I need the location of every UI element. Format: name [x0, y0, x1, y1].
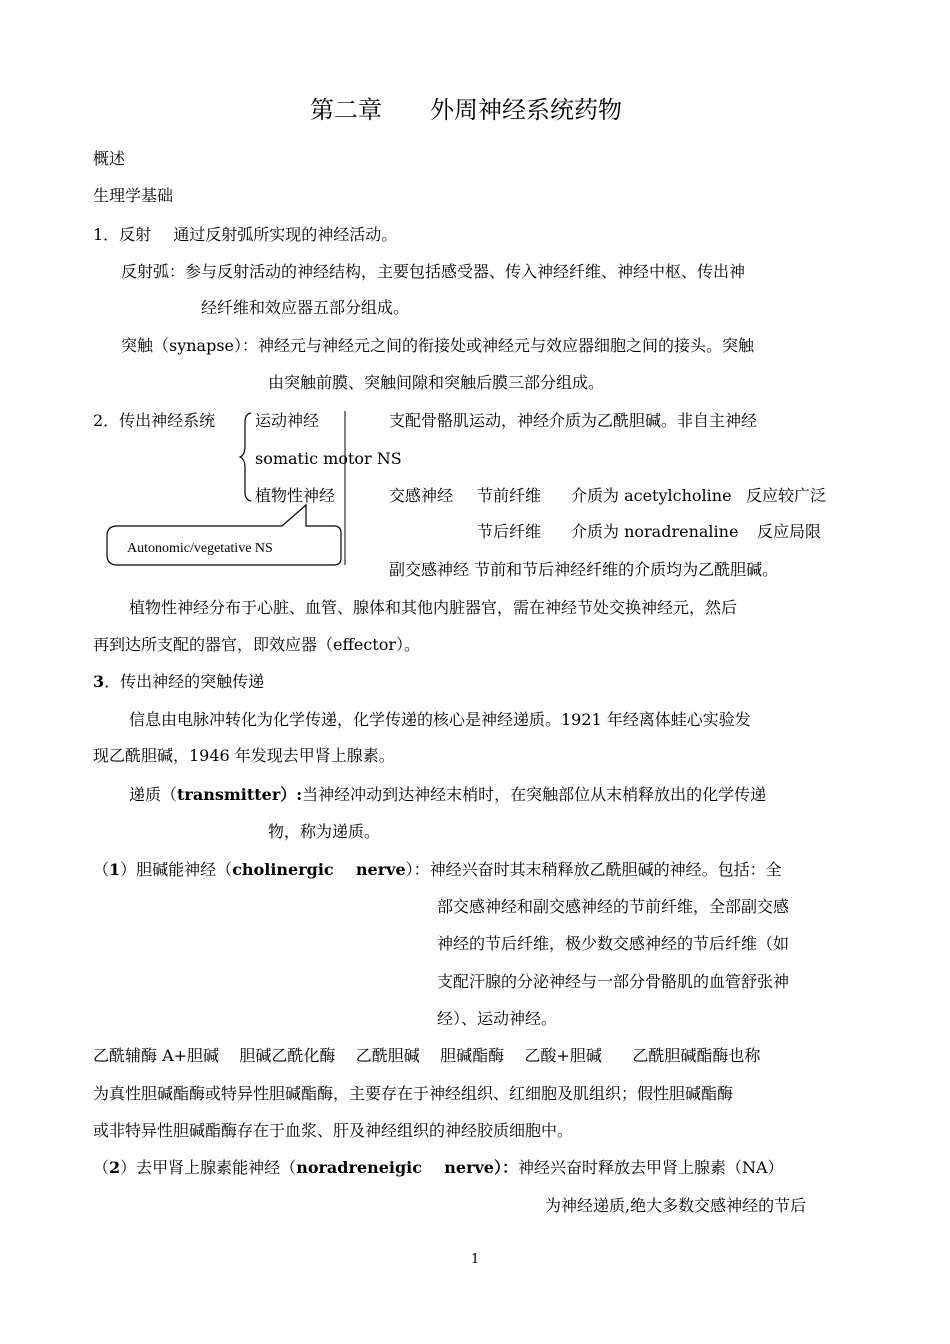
reflex-definition: 通过反射弧所实现的神经活动。: [173, 225, 398, 244]
motor-nerve: 运动神经: [255, 411, 320, 430]
cholinergic-line-2: 部交感神经和副交感神经的节前纤维，全部副交感: [437, 897, 790, 916]
cholinergic-line-1: 神经兴奋时其末稍释放乙酰胆碱的神经。包括：全: [429, 860, 782, 879]
sympathetic-nerve: 交感神经: [389, 486, 454, 505]
vegetative-nerve: 植物性神经: [255, 486, 336, 505]
noradrenergic-term: noradreneigic nerve: [296, 1158, 494, 1177]
paren-close: ）: [120, 860, 137, 879]
preganglionic-mediator: 介质为 acetylcholine: [571, 486, 732, 505]
preganglionic-fiber: 节前纤维: [477, 486, 542, 505]
motor-nerve-desc: 支配骨骼肌运动，神经介质为乙酰胆碱。非自主神经: [389, 411, 758, 430]
transmitter-colon: ）:: [280, 785, 303, 804]
cholinergic-number: 1: [109, 860, 121, 879]
page-number: 1: [471, 1252, 480, 1267]
paren-open-2: （: [93, 1158, 110, 1177]
noradrenergic-close: ）：: [493, 1158, 518, 1177]
noradrenergic-heading: [93, 1158, 784, 1178]
cholinergic-line-5: 经）、运动神经。: [437, 1009, 558, 1028]
noradrenergic-label: 去甲肾上腺素能神经（: [136, 1158, 297, 1177]
cholinergic-line-4: 支配汗腺的分泌神经与一部分骨骼肌的血管舒张神: [437, 972, 790, 991]
cholinergic-term: cholinergic nerve: [232, 860, 406, 879]
paren-open: （: [93, 860, 110, 879]
cholinergic-label: 胆碱能神经（: [136, 860, 233, 879]
synapse-def-line-2: 由突触前膜、突触间隙和突触后膜三部分组成。: [268, 373, 605, 392]
chapter-name: 外周神经系统药物: [430, 96, 622, 124]
enzyme-line-3: 或非特异性胆碱酯酶存在于血浆、肝及神经组织的神经胶质细胞中。: [93, 1121, 574, 1140]
preganglionic-response: 反应较广泛: [746, 486, 827, 505]
enzyme-line-2: 为真性胆碱酯酶或特异性胆碱酯酶，主要存在于神经组织、红细胞及肌组织；假性胆碱酯酶: [93, 1084, 734, 1103]
enzyme-line-1: 乙酰辅酶 A+胆碱 胆碱乙酰化酶 乙酰胆碱 胆碱酯酶 乙酸+胆碱 乙酰胆碱酯酶也称: [93, 1046, 761, 1065]
section-3-number: 3: [93, 672, 105, 691]
postganglionic-mediator: 介质为 noradrenaline: [571, 522, 739, 541]
transmitter-term: transmitter: [177, 785, 281, 804]
efferent-label: 2．传出神经系统: [93, 411, 216, 430]
vegetative-distribution-line-1: 植物性神经分布于心脏、血管、腺体和其他内脏器官，需在神经节处交换神经元，然后: [129, 598, 738, 617]
cholinergic-heading: [93, 860, 782, 880]
synaptic-para-line-1: 信息由电脉冲转化为化学传递，化学传递的核心是神经递质。1921 年经离体蛙心实验发: [129, 710, 751, 729]
transmitter-definition: 当神经冲动到达神经末梢时，在突触部位从末梢释放出的化学传递: [302, 785, 767, 804]
transmitter-def-line-1: [129, 785, 766, 805]
chapter-number: 第二章: [310, 96, 382, 124]
cholinergic-close: ）：: [405, 860, 430, 879]
postganglionic-response: 反应局限: [757, 522, 822, 541]
postganglionic-fiber: 节后纤维: [477, 522, 542, 541]
heading-overview: 概述: [93, 149, 126, 168]
brace-symbol: [240, 413, 251, 501]
parasympathetic-line: 副交感神经 节前和节后神经纤维的介质均为乙酰胆碱。: [389, 560, 779, 579]
reflex-number: 1．反射: [93, 225, 152, 244]
heading-physiology: 生理学基础: [93, 186, 174, 205]
transmitter-prefix: 递质（: [129, 785, 178, 804]
section-3-title: ．传出神经的突触传递: [104, 672, 265, 691]
reflex-arc-line-2: 经纤维和效应器五部分组成。: [201, 298, 410, 317]
vegetative-distribution-line-2: 再到达所支配的器官，即效应器（effector）。: [93, 635, 420, 654]
callout-autonomic: Autonomic/vegetative NS: [127, 541, 273, 556]
synaptic-para-line-2: 现乙酰胆碱，1946 年发现去甲肾上腺素。: [93, 746, 395, 765]
noradrenergic-line-1: 神经兴奋时释放去甲肾上腺素（NA）: [518, 1158, 784, 1177]
synapse-def-line-1: 突触（synapse）：神经元与神经元之间的衔接处或神经元与效应器细胞之间的接头。突触: [121, 336, 755, 355]
noradrenergic-line-2: 为神经递质,绝大多数交感神经的节后: [545, 1196, 807, 1215]
reflex-arc-line-1: 反射弧：参与反射活动的神经结构，主要包括感受器、传入神经纤维、神经中枢、传出神: [121, 262, 746, 281]
noradrenergic-number: 2: [109, 1158, 121, 1177]
transmitter-def-line-2: 物，称为递质。: [268, 822, 381, 841]
somatic-motor-ns: somatic motor NS: [255, 449, 402, 468]
synaptic-transmission-heading: [93, 672, 264, 692]
paren-close-2: ）: [120, 1158, 137, 1177]
cholinergic-line-3: 神经的节后纤维，极少数交感神经的节后纤维（如: [437, 934, 790, 953]
